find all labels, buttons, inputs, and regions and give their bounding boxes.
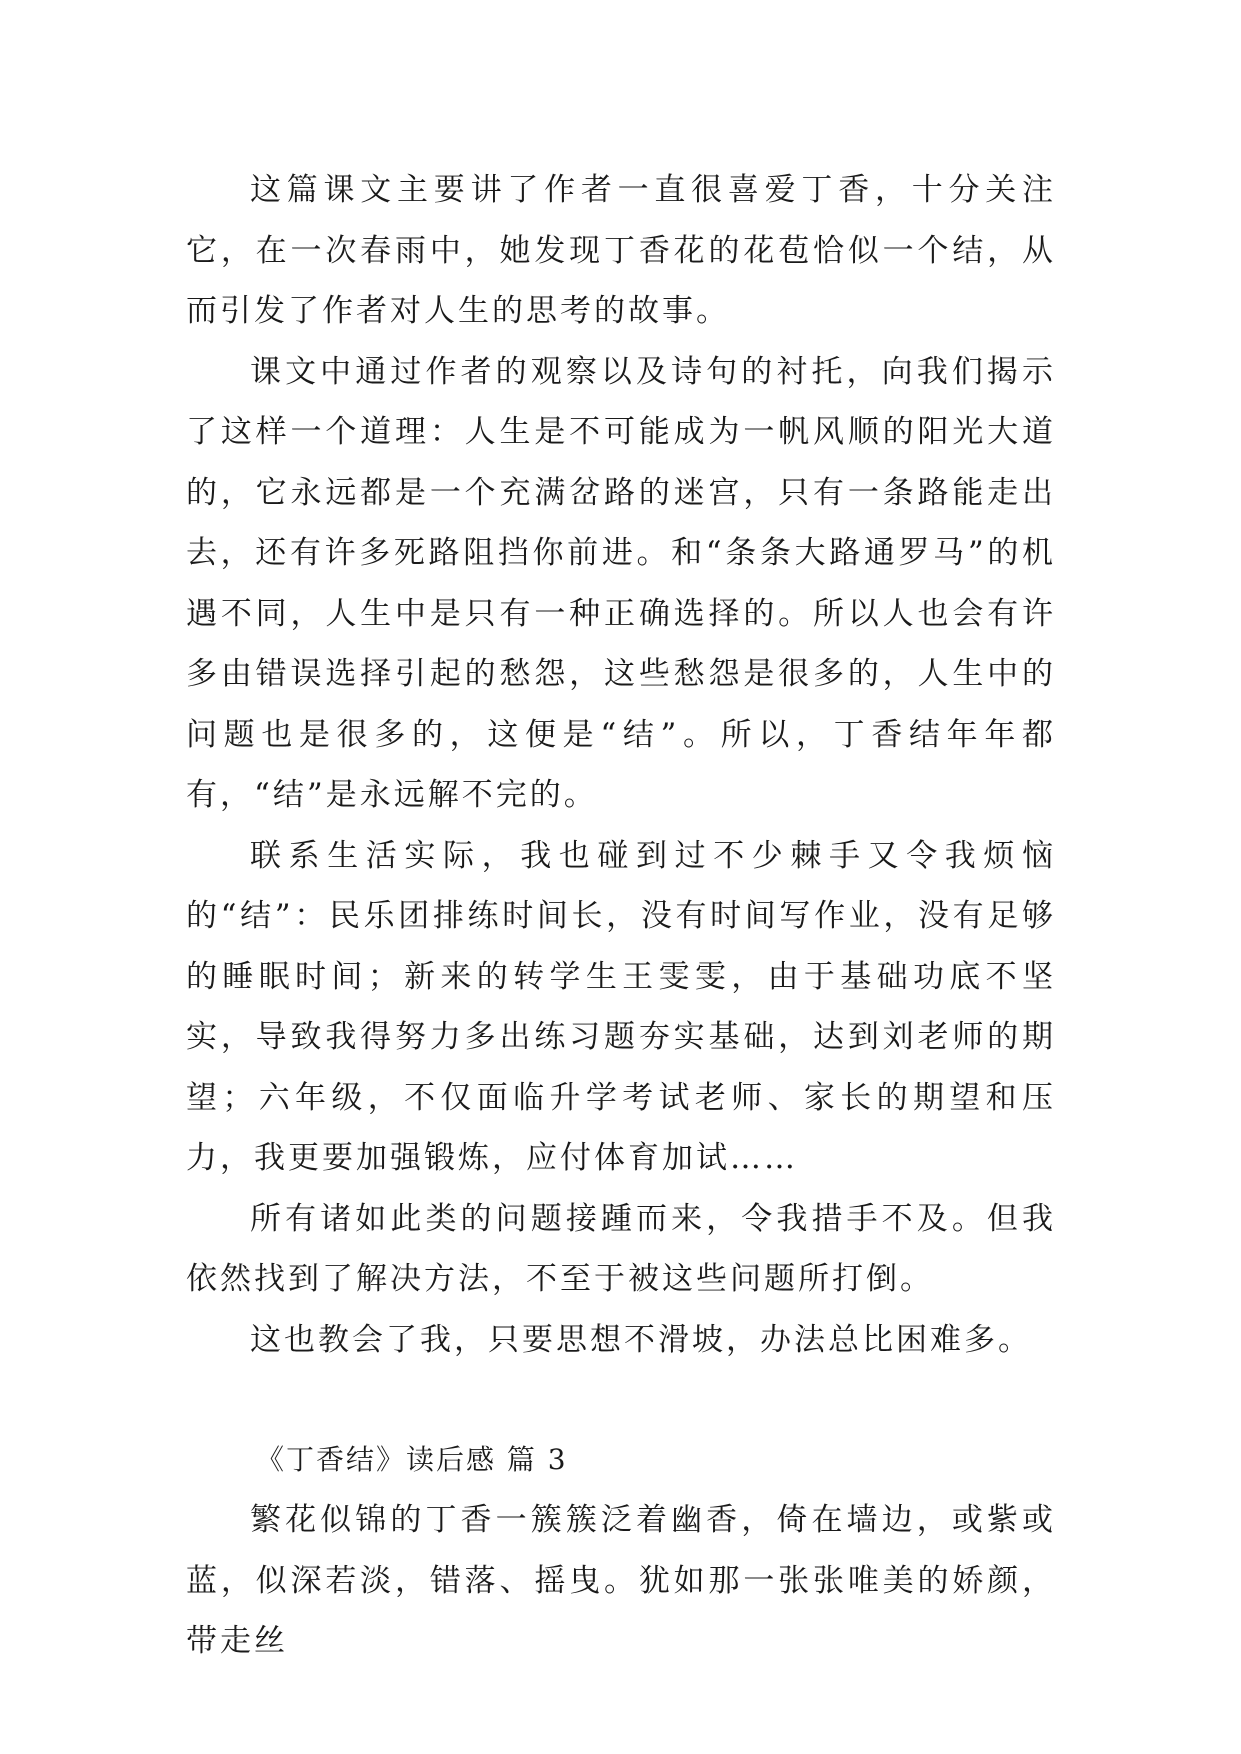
section-heading: 《丁香结》读后感 篇 3 — [256, 1443, 568, 1476]
paragraph: 繁花似锦的丁香一簇簇泛着幽香，倚在墙边，或紫或蓝，似深若淡，错落、摇曳。犹如那一张张唯美的娇颜，带走丝 — [186, 1502, 1056, 1659]
paragraph: 课文中通过作者的观察以及诗句的衬托，向我们揭示了这样一个道理：人生是不可能成为一帆风顺的阳光大道的，它永远都是一个充满岔路的迷宫，只有一条路能走出去，还有许多死路阻挡你前进。和“条条大路通罗马”的机遇不同，人生中是只有一种正确选择的。所以人也会有许多由错误选择引起的愁怨，这些愁怨是很多的，人生中的问题也是很多的，这便是“结”。所以，丁香结年年都有，“结”是永远解不完的。 — [186, 353, 1056, 813]
paragraph: 这篇课文主要讲了作者一直很喜爱丁香，十分关注它，在一次春雨中，她发现丁香花的花苞恰似一个结，从而引发了作者对人生的思考的故事。 — [186, 172, 1056, 329]
paragraph: 联系生活实际，我也碰到过不少棘手又令我烦恼的“结”：民乐团排练时间长，没有时间写作业，没有足够的睡眠时间；新来的转学生王雯雯，由于基础功底不坚实，导致我得努力多出练习题夯实基础，达到刘老师的期望；六年级，不仅面临升学考试老师、家长的期望和压力，我更要加强锻炼，应付体育加试…… — [186, 837, 1056, 1176]
paragraph: 这也教会了我，只要思想不滑坡，办法总比困难多。 — [250, 1321, 1032, 1358]
document-body — [186, 160, 1056, 1672]
paragraph: 所有诸如此类的问题接踵而来，令我措手不及。但我依然找到了解决方法，不至于被这些问题所打倒。 — [186, 1200, 1056, 1297]
